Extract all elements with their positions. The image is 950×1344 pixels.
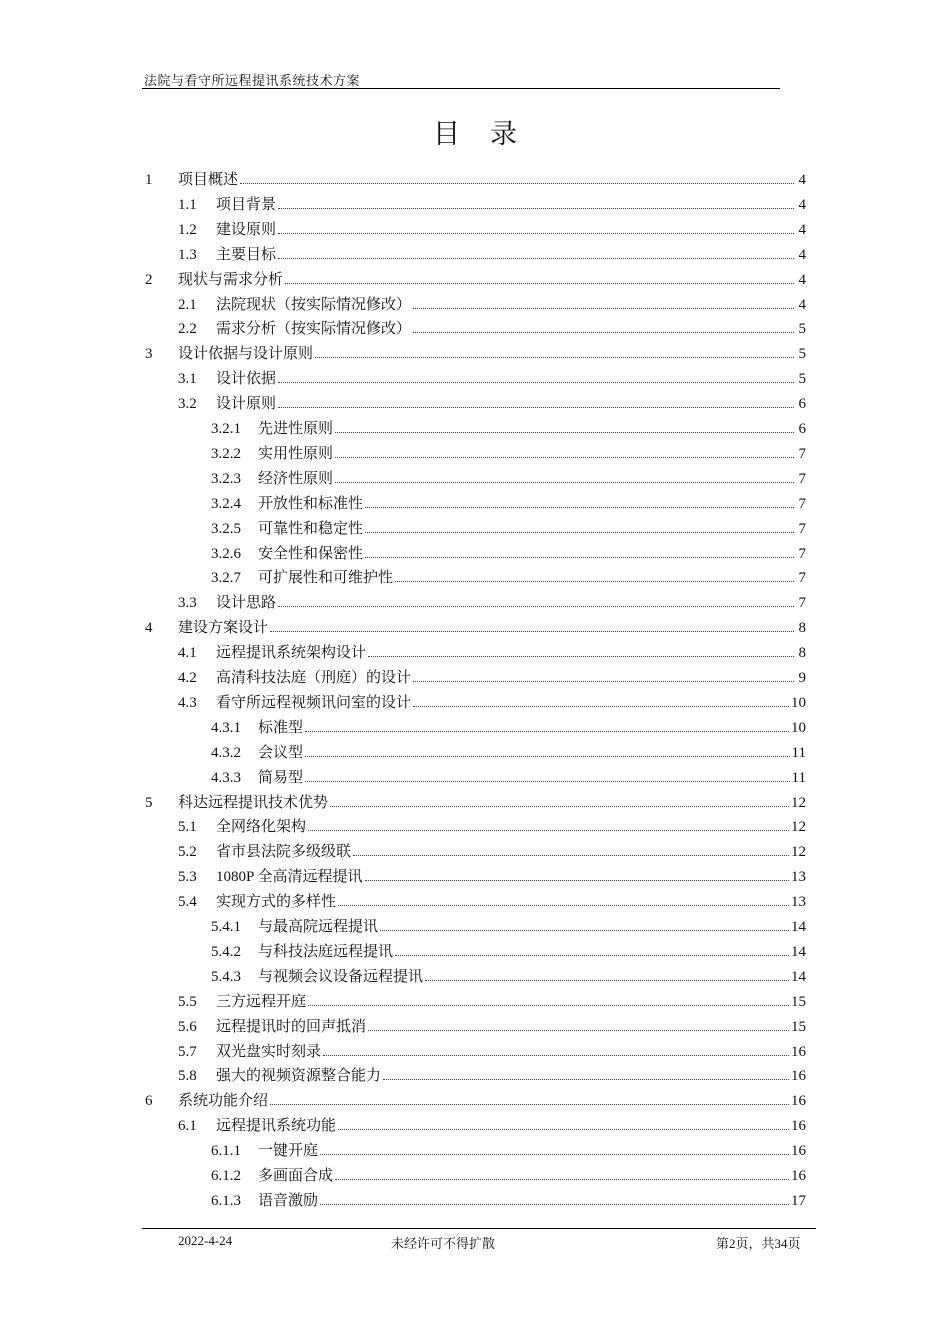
toc-entry-page: 7 bbox=[798, 445, 806, 462]
toc-entry-page: 16 bbox=[791, 1068, 806, 1085]
toc-entry[interactable] bbox=[178, 315, 806, 339]
toc-entry-title: 设计原则 bbox=[216, 396, 277, 413]
toc-entry-page: 9 bbox=[798, 670, 806, 686]
toc-entry-title: 设计依据与设计原则 bbox=[178, 346, 314, 363]
toc-entry[interactable] bbox=[145, 340, 806, 364]
toc-entry-number: 5 bbox=[145, 794, 153, 811]
toc-entry[interactable] bbox=[178, 863, 806, 887]
toc-entry-page: 12 bbox=[791, 844, 806, 861]
toc-dot-leader bbox=[315, 340, 794, 358]
toc-entry-title: 项目概述 bbox=[178, 172, 239, 188]
toc-entry-number: 5.5 bbox=[178, 993, 197, 1010]
toc-entry-page: 7 bbox=[798, 595, 806, 612]
toc-entry-title: 法院现状（按实际情况修改） bbox=[216, 296, 412, 313]
toc-entry-title: 强大的视频资源整合能力 bbox=[216, 1068, 382, 1085]
toc-dot-leader bbox=[413, 689, 789, 707]
toc-entry-number: 5.1 bbox=[178, 819, 197, 836]
toc-entry[interactable] bbox=[178, 291, 806, 315]
toc-entry-page: 10 bbox=[791, 694, 806, 711]
toc-dot-leader bbox=[368, 1013, 789, 1031]
toc-dot-leader bbox=[278, 390, 794, 408]
toc-entry-title: 与最高院远程提讯 bbox=[258, 919, 379, 935]
toc-entry-page: 16 bbox=[791, 1168, 806, 1184]
toc-dot-leader bbox=[413, 315, 794, 333]
toc-entry-page: 7 bbox=[798, 545, 806, 562]
toc-entry[interactable] bbox=[178, 888, 806, 912]
toc-entry-title: 建设方案设计 bbox=[178, 620, 269, 637]
toc-entry-number: 1.1 bbox=[178, 196, 197, 213]
toc-entry-title: 安全性和保密性 bbox=[258, 545, 364, 562]
toc-entry-title: 先进性原则 bbox=[258, 421, 334, 437]
toc-entry[interactable] bbox=[211, 540, 806, 564]
toc-entry-page: 11 bbox=[791, 744, 806, 761]
toc-entry-number: 3.2.7 bbox=[211, 570, 241, 587]
toc-entry[interactable] bbox=[145, 166, 806, 190]
toc-entry-number: 4.2 bbox=[178, 670, 197, 686]
toc-entry-page: 14 bbox=[791, 919, 806, 935]
toc-entry-number: 5.4.2 bbox=[211, 943, 241, 960]
toc-entry-title: 可靠性和稳定性 bbox=[258, 520, 364, 537]
toc-entry-page: 13 bbox=[791, 869, 806, 886]
footer-page-info: 第2页，共34页 bbox=[716, 1236, 801, 1251]
toc-entry[interactable] bbox=[178, 1062, 806, 1086]
toc-title: 目录 bbox=[433, 119, 547, 149]
toc-entry-title: 远程提讯时的回声抵消 bbox=[216, 1018, 367, 1035]
toc-entry[interactable] bbox=[178, 216, 806, 240]
toc-entry-number: 4.3.1 bbox=[211, 719, 241, 736]
toc-entry-number: 4.1 bbox=[178, 645, 197, 662]
toc-entry-page: 4 bbox=[798, 271, 806, 288]
footer-notice: 未经许可不得扩散 bbox=[391, 1236, 496, 1251]
toc-entry-title: 主要目标 bbox=[216, 246, 277, 263]
toc-entry[interactable] bbox=[211, 440, 806, 464]
toc-entry-page: 13 bbox=[791, 894, 806, 911]
toc-entry[interactable] bbox=[211, 564, 806, 588]
toc-entry[interactable] bbox=[178, 689, 806, 713]
toc-entry-page: 7 bbox=[798, 495, 806, 512]
toc-entry[interactable] bbox=[178, 390, 806, 414]
toc-entry-number: 5.6 bbox=[178, 1018, 197, 1035]
toc-entry-number: 4.3.2 bbox=[211, 744, 241, 761]
toc-entry-number: 3.2.5 bbox=[211, 520, 241, 537]
toc-entry-number: 5.3 bbox=[178, 869, 197, 886]
toc-entry[interactable] bbox=[178, 988, 806, 1012]
document-header-title: 法院与看守所远程提讯系统技术方案 bbox=[144, 73, 361, 88]
toc-dot-leader bbox=[270, 1087, 789, 1105]
toc-dot-leader bbox=[305, 739, 790, 757]
toc-entry-page: 6 bbox=[798, 396, 806, 413]
toc-entry-title: 标准型 bbox=[258, 719, 304, 736]
toc-dot-leader bbox=[338, 888, 789, 906]
toc-entry-page: 14 bbox=[791, 943, 806, 960]
toc-entry-page: 7 bbox=[798, 520, 806, 537]
toc-entry-title: 省市县法院多级级联 bbox=[216, 844, 352, 861]
toc-entry[interactable] bbox=[178, 191, 806, 215]
toc-entry-number: 4 bbox=[145, 620, 153, 637]
toc-entry-page: 5 bbox=[798, 321, 806, 338]
toc-entry-page: 15 bbox=[791, 993, 806, 1010]
toc-entry-title: 建设原则 bbox=[216, 221, 277, 238]
toc-entry-title: 会议型 bbox=[258, 744, 304, 761]
toc-entry[interactable] bbox=[211, 490, 806, 514]
toc-entry-title: 科达远程提讯技术优势 bbox=[178, 794, 329, 811]
toc-entry-title: 高清科技法庭（刑庭）的设计 bbox=[216, 670, 412, 686]
header-divider bbox=[142, 88, 780, 89]
toc-entry[interactable] bbox=[211, 1162, 806, 1186]
toc-entry-number: 2.1 bbox=[178, 296, 197, 313]
toc-entry[interactable] bbox=[145, 614, 806, 638]
toc-entry-number: 3.2 bbox=[178, 396, 197, 413]
toc-dot-leader bbox=[278, 241, 794, 259]
toc-dot-leader bbox=[425, 963, 789, 981]
toc-entry-number: 3.1 bbox=[178, 371, 197, 388]
toc-entry[interactable] bbox=[211, 1187, 806, 1211]
toc-dot-leader bbox=[365, 515, 794, 533]
toc-entry-page: 4 bbox=[798, 172, 806, 188]
toc-entry-number: 2.2 bbox=[178, 321, 197, 338]
toc-entry-title: 实现方式的多样性 bbox=[216, 894, 337, 911]
toc-entry-title: 系统功能介绍 bbox=[178, 1093, 269, 1110]
toc-entry[interactable] bbox=[145, 266, 806, 290]
toc-dot-leader bbox=[308, 988, 789, 1006]
toc-entry-number: 1.2 bbox=[178, 221, 197, 238]
toc-dot-leader bbox=[368, 639, 794, 657]
toc-entry-title: 远程提讯系统功能 bbox=[216, 1118, 337, 1135]
toc-entry-number: 5.8 bbox=[178, 1068, 197, 1085]
toc-dot-leader bbox=[330, 789, 789, 807]
toc-entry[interactable] bbox=[211, 465, 806, 489]
toc-entry-title: 可扩展性和可维护性 bbox=[258, 570, 394, 587]
toc-entry-number: 3.2.3 bbox=[211, 470, 241, 487]
toc-dot-leader bbox=[413, 664, 794, 682]
toc-entry-number: 4.3.3 bbox=[211, 769, 241, 786]
toc-entry[interactable] bbox=[178, 639, 806, 663]
toc-dot-leader bbox=[365, 540, 794, 558]
toc-entry-title: 多画面合成 bbox=[258, 1168, 334, 1184]
toc-entry[interactable] bbox=[178, 664, 806, 688]
toc-entry-number: 2 bbox=[145, 271, 153, 288]
toc-dot-leader bbox=[240, 166, 794, 184]
toc-entry-page: 5 bbox=[798, 371, 806, 388]
toc-entry-title: 简易型 bbox=[258, 769, 304, 786]
toc-dot-leader bbox=[380, 913, 789, 931]
toc-entry[interactable] bbox=[178, 241, 806, 265]
toc-entry-number: 1 bbox=[145, 172, 153, 188]
toc-entry-title: 全网络化架构 bbox=[216, 819, 307, 836]
toc-entry-number: 4.3 bbox=[178, 694, 197, 711]
toc-entry-page: 5 bbox=[798, 346, 806, 363]
toc-entry-page: 16 bbox=[791, 1143, 806, 1160]
toc-entry-page: 11 bbox=[791, 769, 806, 786]
toc-entry-title: 与科技法庭远程提讯 bbox=[258, 943, 394, 960]
toc-entry-page: 16 bbox=[791, 1118, 806, 1135]
toc-entry-page: 15 bbox=[791, 1018, 806, 1035]
toc-entry-title: 实用性原则 bbox=[258, 445, 334, 462]
toc-dot-leader bbox=[335, 465, 794, 483]
toc-dot-leader bbox=[335, 440, 794, 458]
toc-entry-number: 5.4.1 bbox=[211, 919, 241, 935]
toc-entry-page: 17 bbox=[791, 1192, 806, 1209]
toc-entry-number: 6 bbox=[145, 1093, 153, 1110]
footer-date: 2022-4-24 bbox=[178, 1233, 233, 1248]
toc-entry-title: 三方远程开庭 bbox=[216, 993, 307, 1010]
toc-dot-leader bbox=[305, 764, 790, 782]
toc-dot-leader bbox=[353, 838, 789, 856]
toc-dot-leader bbox=[395, 564, 794, 582]
toc-entry-number: 6.1.2 bbox=[211, 1168, 241, 1184]
toc-dot-leader bbox=[278, 365, 794, 383]
toc-entry-title: 1080P 全高清远程提讯 bbox=[216, 869, 363, 886]
toc-entry[interactable] bbox=[211, 1137, 806, 1161]
toc-dot-leader bbox=[320, 1187, 789, 1205]
toc-entry[interactable] bbox=[178, 1038, 806, 1062]
toc-entry-title: 设计依据 bbox=[216, 371, 277, 388]
toc-dot-leader bbox=[285, 266, 794, 284]
toc-dot-leader bbox=[278, 191, 794, 209]
toc-entry-title: 远程提讯系统架构设计 bbox=[216, 645, 367, 662]
toc-entry-number: 3.2.1 bbox=[211, 421, 241, 437]
toc-entry-page: 4 bbox=[798, 196, 806, 213]
toc-dot-leader bbox=[308, 813, 789, 831]
toc-entry-number: 5.4 bbox=[178, 894, 197, 911]
toc-entry[interactable] bbox=[211, 739, 806, 763]
toc-entry[interactable] bbox=[211, 515, 806, 539]
toc-entry-page: 4 bbox=[798, 221, 806, 238]
toc-entry-page: 14 bbox=[791, 968, 806, 985]
toc-entry-page: 8 bbox=[798, 645, 806, 662]
toc-entry[interactable] bbox=[145, 1087, 806, 1111]
toc-entry-title: 项目背景 bbox=[216, 196, 277, 213]
toc-entry-title: 现状与需求分析 bbox=[178, 271, 284, 288]
toc-entry-page: 10 bbox=[791, 719, 806, 736]
toc-dot-leader bbox=[278, 216, 794, 234]
toc-entry-title: 看守所远程视频讯问室的设计 bbox=[216, 694, 412, 711]
toc-entry-page: 12 bbox=[791, 794, 806, 811]
toc-entry-page: 12 bbox=[791, 819, 806, 836]
toc-entry-page: 4 bbox=[798, 296, 806, 313]
toc-dot-leader bbox=[323, 1038, 789, 1056]
toc-dot-leader bbox=[365, 863, 789, 881]
toc-entry-page: 7 bbox=[798, 570, 806, 587]
toc-entry-number: 5.4.3 bbox=[211, 968, 241, 985]
toc-dot-leader bbox=[383, 1062, 789, 1080]
toc-dot-leader bbox=[335, 415, 794, 433]
toc-entry[interactable] bbox=[178, 1112, 806, 1136]
toc-entry-number: 3.2.6 bbox=[211, 545, 241, 562]
toc-dot-leader bbox=[320, 1137, 789, 1155]
toc-entry[interactable] bbox=[178, 838, 806, 862]
toc-entry-page: 8 bbox=[798, 620, 806, 637]
toc-dot-leader bbox=[335, 1162, 789, 1180]
toc-entry-number: 3.2.2 bbox=[211, 445, 241, 462]
toc-entry-number: 1.3 bbox=[178, 246, 197, 263]
toc-dot-leader bbox=[413, 291, 794, 309]
toc-entry-number: 6.1 bbox=[178, 1118, 197, 1135]
toc-entry-title: 与视频会议设备远程提讯 bbox=[258, 968, 424, 985]
toc-entry-title: 设计思路 bbox=[216, 595, 277, 612]
toc-entry-page: 6 bbox=[798, 421, 806, 437]
footer-divider bbox=[142, 1228, 816, 1229]
toc-entry-page: 16 bbox=[791, 1093, 806, 1110]
toc-entry[interactable] bbox=[211, 913, 806, 937]
toc-entry[interactable] bbox=[211, 415, 806, 439]
toc-entry-number: 5.2 bbox=[178, 844, 197, 861]
toc-entry[interactable] bbox=[178, 589, 806, 613]
toc-entry-title: 需求分析（按实际情况修改） bbox=[216, 321, 412, 338]
toc-entry-title: 语音激励 bbox=[258, 1192, 319, 1209]
toc-dot-leader bbox=[365, 490, 794, 508]
toc-entry-page: 16 bbox=[791, 1043, 806, 1060]
toc-entry[interactable] bbox=[211, 938, 806, 962]
toc-entry[interactable] bbox=[145, 789, 806, 813]
toc-entry-page: 4 bbox=[798, 246, 806, 263]
toc-entry[interactable] bbox=[178, 813, 806, 837]
toc-entry-title: 一键开庭 bbox=[258, 1143, 319, 1160]
toc-dot-leader bbox=[270, 614, 794, 632]
toc-entry[interactable] bbox=[178, 1013, 806, 1037]
toc-dot-leader bbox=[338, 1112, 789, 1130]
toc-entry-title: 经济性原则 bbox=[258, 470, 334, 487]
toc-entry[interactable] bbox=[178, 365, 806, 389]
toc-entry-number: 3.2.4 bbox=[211, 495, 241, 512]
toc-entry-number: 3 bbox=[145, 346, 153, 363]
toc-entry-title: 双光盘实时刻录 bbox=[216, 1043, 322, 1060]
toc-dot-leader bbox=[278, 589, 794, 607]
toc-dot-leader bbox=[305, 714, 789, 732]
toc-entry-number: 6.1.1 bbox=[211, 1143, 241, 1160]
toc-entry-number: 5.7 bbox=[178, 1043, 197, 1060]
toc-entry-number: 3.3 bbox=[178, 595, 197, 612]
toc-entry[interactable] bbox=[211, 963, 806, 987]
toc-entry-title: 开放性和标准性 bbox=[258, 495, 364, 512]
toc-entry[interactable] bbox=[211, 764, 806, 788]
toc-entry-page: 7 bbox=[798, 470, 806, 487]
toc-dot-leader bbox=[395, 938, 789, 956]
toc-entry-number: 6.1.3 bbox=[211, 1192, 241, 1209]
toc-entry[interactable] bbox=[211, 714, 806, 738]
